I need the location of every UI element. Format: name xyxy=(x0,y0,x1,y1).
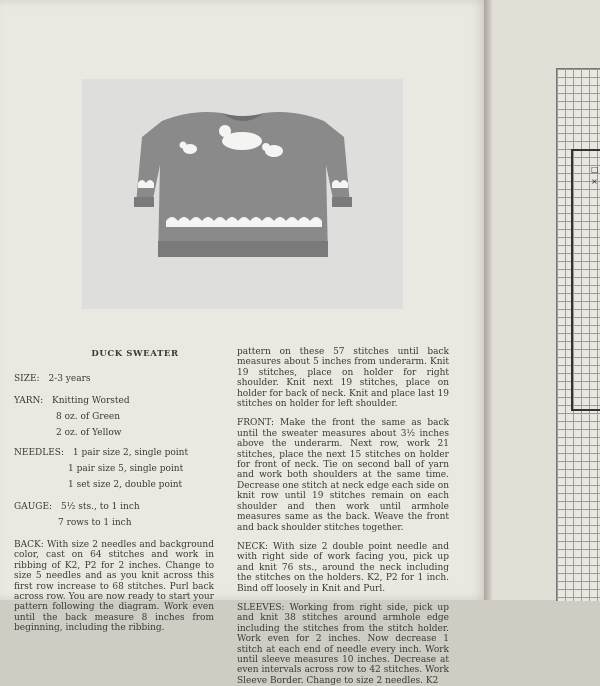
needles-label: NEEDLES: xyxy=(14,448,64,458)
size-spec xyxy=(14,374,91,384)
yarn-line-3: 2 oz. of Yellow xyxy=(56,428,122,438)
needles-line-2: 1 pair size 5, single point xyxy=(68,464,184,474)
needles-spec xyxy=(14,448,188,458)
back-instructions xyxy=(14,540,214,634)
yarn-spec xyxy=(14,396,130,406)
chart-line xyxy=(571,149,600,151)
knitting-chart-grid xyxy=(556,68,600,601)
yarn-line-1: Knitting Worsted xyxy=(51,396,130,406)
book-gutter xyxy=(484,0,492,600)
gauge-line-2: 7 rows to 1 inch xyxy=(58,518,132,528)
yarn-label: YARN: xyxy=(14,396,44,406)
continuation-paragraph: pattern on these 57 stitches until back measures about 5 inches from underarm. Knit 19 stitches, place on holder for right shoulder. Knit next 19 stitches, place on holder for back of neck. Knit and place last 19 stitches on holder for left shoulder. xyxy=(237,347,449,410)
chart-line xyxy=(571,409,600,411)
back-paragraph: BACK: With size 2 needles and background color, cast on 64 stitches and work in ribbing of K2, P2 for 2 inches. Change to size 5 needles and as you knit across this first row increase to 68 stitches. Purl back across row. You are now ready to start your pattern following the diagram. Work even until the back measure 8 inches from beginning, including the ribbing. xyxy=(14,540,214,634)
size-label: SIZE: xyxy=(14,374,40,384)
pattern-title: DUCK SWEATER xyxy=(91,349,179,359)
sleeves-paragraph: SLEEVES: Working from right side, pick up and knit 38 stitches around armhole edge including the stitches from the stitch holder. Work even for 2 inches. Now decrease 1 stitch at each end of needle every inch. Work until sleeve measures 10 inches. Decrease at even intervals across row to 42 stitches. Work Sleeve Border. Change to size 2 needles. K2 xyxy=(237,602,449,686)
chart-box-symbol: □ xyxy=(591,165,599,174)
size-value: 2-3 years xyxy=(48,374,91,384)
yarn-line-2: 8 oz. of Green xyxy=(56,412,121,422)
gauge-label: GAUGE: xyxy=(14,502,53,512)
chart-cross-symbol: × xyxy=(591,177,598,186)
chart-line xyxy=(571,149,573,409)
neck-paragraph: NECK: With size 2 double point needle and with right side of work facing you, pick up and knit 76 sts., around the neck including the stitches on the holders. K2, P2 for 1 inch. Bind off loosely in Knit and Purl. xyxy=(237,541,449,594)
right-column xyxy=(237,347,449,686)
gauge-spec xyxy=(14,502,140,512)
sweater-photo xyxy=(82,79,403,309)
front-paragraph: FRONT: Make the front the same as back until the sweater measures about 3½ inches above the underarm. Next row, work 21 stitches, place the next 15 stitches on holder for front of neck. Tie on second ball of yarn and work both shoulders at the same time. Decrease one stitch at neck edge each side on knit row until 19 stitches remain on each shoulder and then work until armhole measures same as the back. Weave the front and back shoulder stitches together. xyxy=(237,418,449,533)
gauge-line-1: 5½ sts., to 1 inch xyxy=(60,502,140,512)
duck-sweater-illustration xyxy=(82,79,403,309)
needles-line-1: 1 pair size 2, single point xyxy=(72,448,189,458)
needles-line-3: 1 set size 2, double point xyxy=(68,480,183,490)
